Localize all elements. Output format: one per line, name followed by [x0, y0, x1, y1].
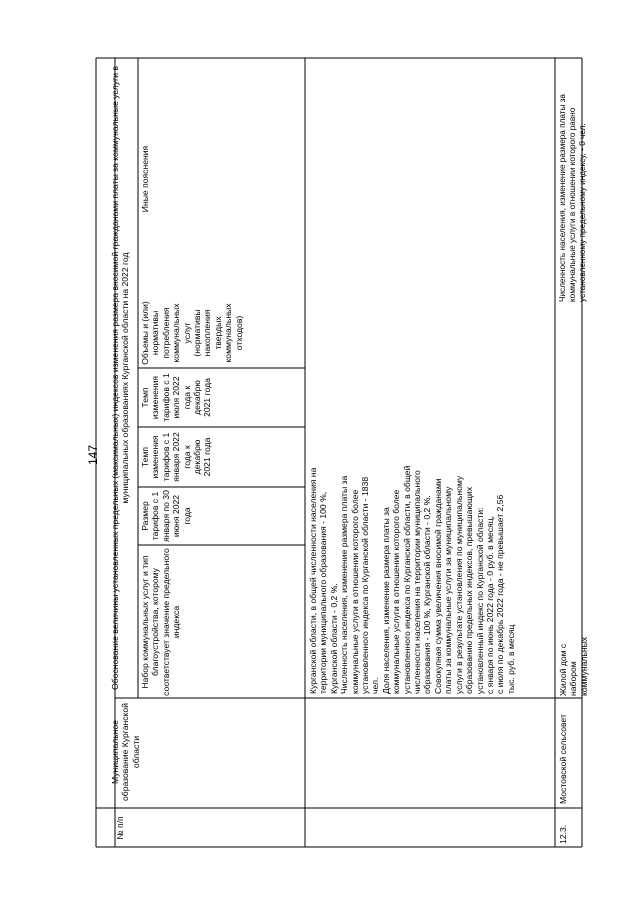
- note-line: с июля по декабрь 2022 года - не превышает 2,56: [495, 494, 506, 694]
- header-tariff-size: Размер тарифов с 1 января по 30 июня 2022 года: [140, 490, 192, 542]
- note-line: Доля населения, изменение размера платы за: [380, 507, 391, 694]
- note-line: услуги в результате установления по муниципальному: [453, 475, 464, 694]
- note-line: коммунальные услуги в отношении которого более: [391, 489, 402, 694]
- note-line: численности населения на территории муниципального: [412, 470, 423, 694]
- note-line: Курганской области, в общей численности населения на: [308, 467, 318, 694]
- note-line: территории муниципального образования - 100 %,: [318, 491, 329, 694]
- row-12-3-notes: Численность населения, изменение размера платы за коммунальные услуги в отношении которого равно установленному предельному индексу, - 0 чел.: [558, 94, 587, 302]
- table-title: Обоснование величины установленных предельных (максимальных) индексов изменения размера вносимой гражданами платы за коммунальные услуги в муниципальных образованиях Курганской области на 2022 год: [110, 66, 131, 690]
- note-line: коммунальные услуги в отношении которого более: [349, 489, 360, 694]
- note-line: установленный индекс по Курганской области:: [474, 507, 485, 694]
- header-volumes: Объемы и (или) нормативы потребления коммунальных услуг (нормативы накопления твердых коммунальных отходов): [140, 301, 244, 365]
- note-line: с января по июнь 2022 года - 0 руб. в месяц,: [484, 515, 495, 694]
- header-municipality: Муниципальное образование Курганской области: [110, 703, 141, 801]
- note-line: платы за коммунальные услуги за муниципальному: [443, 486, 454, 694]
- header-num: № п/п: [115, 816, 125, 840]
- row-12-3-services: Жилой дом с набором коммунальных: [558, 636, 589, 696]
- header-services: Набор коммунальных услуг и тип благоустройства, которому соответствует значение предельного индекса: [140, 548, 182, 696]
- note-line: образования - 100 %, Курганской области - 0,2 %.: [422, 495, 433, 694]
- note-line: тыс. руб. в месяц: [505, 624, 516, 694]
- header-tariff-growth-jul: Темп изменения тарифов с 1 июля 2022 года к декабрю 2021 года: [140, 373, 213, 422]
- note-line: образованию предельных индексов, превышающих: [464, 487, 475, 694]
- note-line: Численность населения, изменение размера платы за: [339, 475, 350, 694]
- note-line: установленного индекса по Курганской области, в общей: [401, 465, 412, 694]
- page-number: 147: [86, 444, 100, 466]
- note-line: чел.: [370, 677, 381, 694]
- note-line: установленного индекса по Курганской области - 1838: [360, 476, 371, 694]
- notes-continuation: [308, 62, 554, 694]
- note-line: Курганской области - 0,2 %.: [328, 583, 339, 694]
- header-tariff-growth-jan: Темп изменения тарифов с 1 января 2022 года к декабрю 2021 года: [140, 432, 213, 482]
- row-12-3-num: 12.3.: [558, 824, 568, 844]
- header-notes: Иные пояснения: [140, 145, 150, 213]
- row-12-3-municipality: Мостовской сельсовет: [558, 714, 568, 804]
- note-line: Совокупная сумма увеличения вносимой гражданами: [432, 478, 443, 694]
